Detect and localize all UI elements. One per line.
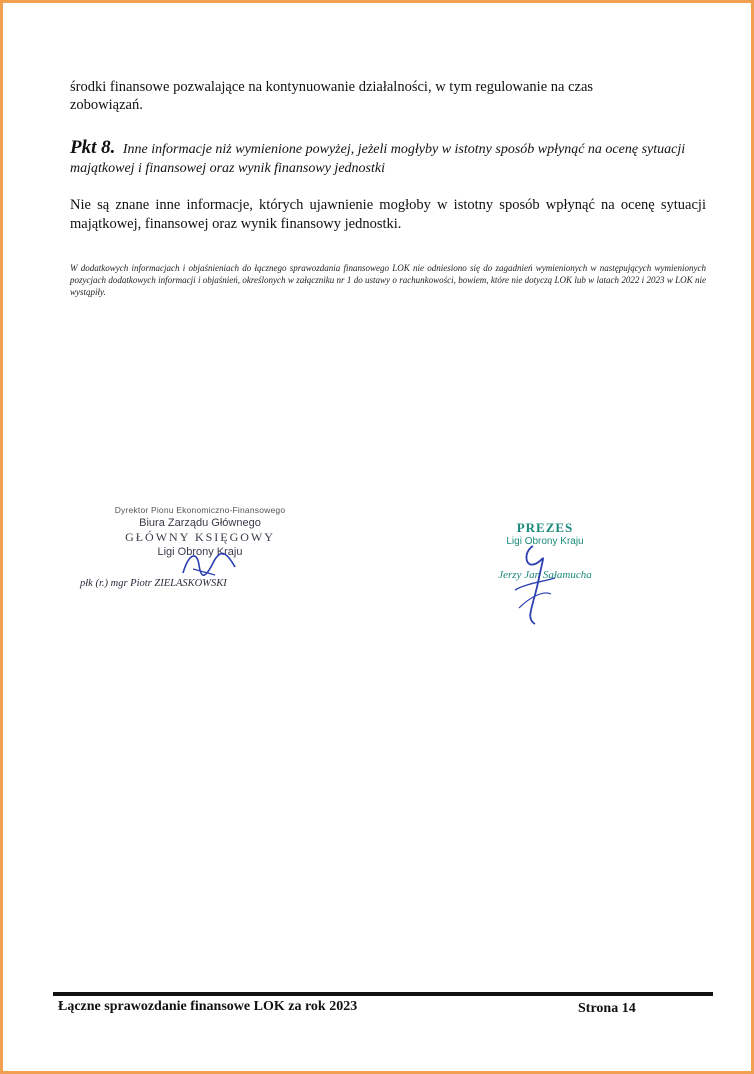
continuation-line-2: zobowiązań. <box>70 97 143 113</box>
section-body: Nie są znane inne informacje, których ujawnienie mogłoby w istotny sposób wpłynąć na ocenę sytuacji majątkowej, finansowej oraz wynik finansowy jednostki. <box>70 197 706 232</box>
stamp-line-1: Dyrektor Pionu Ekonomiczno-Finansowego <box>114 505 286 515</box>
section-title: Inne informacje niż wymienione powyżej, jeżeli mogłyby w istotny sposób wpłynąć na ocenę sytuacji majątkowej i finansowej oraz wynik finansowy jednostki <box>70 142 686 176</box>
footer-rule <box>53 992 713 996</box>
continuation-paragraph <box>70 78 706 114</box>
footer-title: Łączne sprawozdanie finansowe LOK za rok 2023 <box>58 999 358 1014</box>
right-signature-icon <box>495 538 565 628</box>
president-org: Ligi Obrony Kraju <box>506 536 584 547</box>
page-number: Strona 14 <box>578 1001 636 1016</box>
stamp-line-4: Ligi Obrony Kraju <box>157 546 243 558</box>
footnote: W dodatkowych informacjach i objaśnieniach do łącznego sprawozdania finansowego LOK nie odniesiono się do zagadnień wymienionych w następujących wymienionych pozycjach dodatkowych informacji i objaśnień, określonych w załączniku nr 1 do ustawy o rachunkowości, bowiem, które nie dotyczą LOK lub w latach 2022 i 2023 w LOK nie wystąpiły. <box>70 263 706 297</box>
section-heading <box>70 138 706 178</box>
stamp-line-2: Biura Zarządu Głównego <box>139 517 261 529</box>
continuation-line-1: środki finansowe pozwalające na kontynuowanie działalności, w tym regulowanie na czas <box>70 79 594 95</box>
section-number: Pkt 8. <box>70 137 116 158</box>
chief-accountant-name: płk (r.) mgr Piotr ZIELASKOWSKI <box>80 578 227 589</box>
president-title: PREZES <box>516 520 574 535</box>
stamp-line-3: GŁÓWNY KSIĘGOWY <box>125 530 275 544</box>
president-name: Jerzy Jan Sałamucha <box>498 569 592 581</box>
